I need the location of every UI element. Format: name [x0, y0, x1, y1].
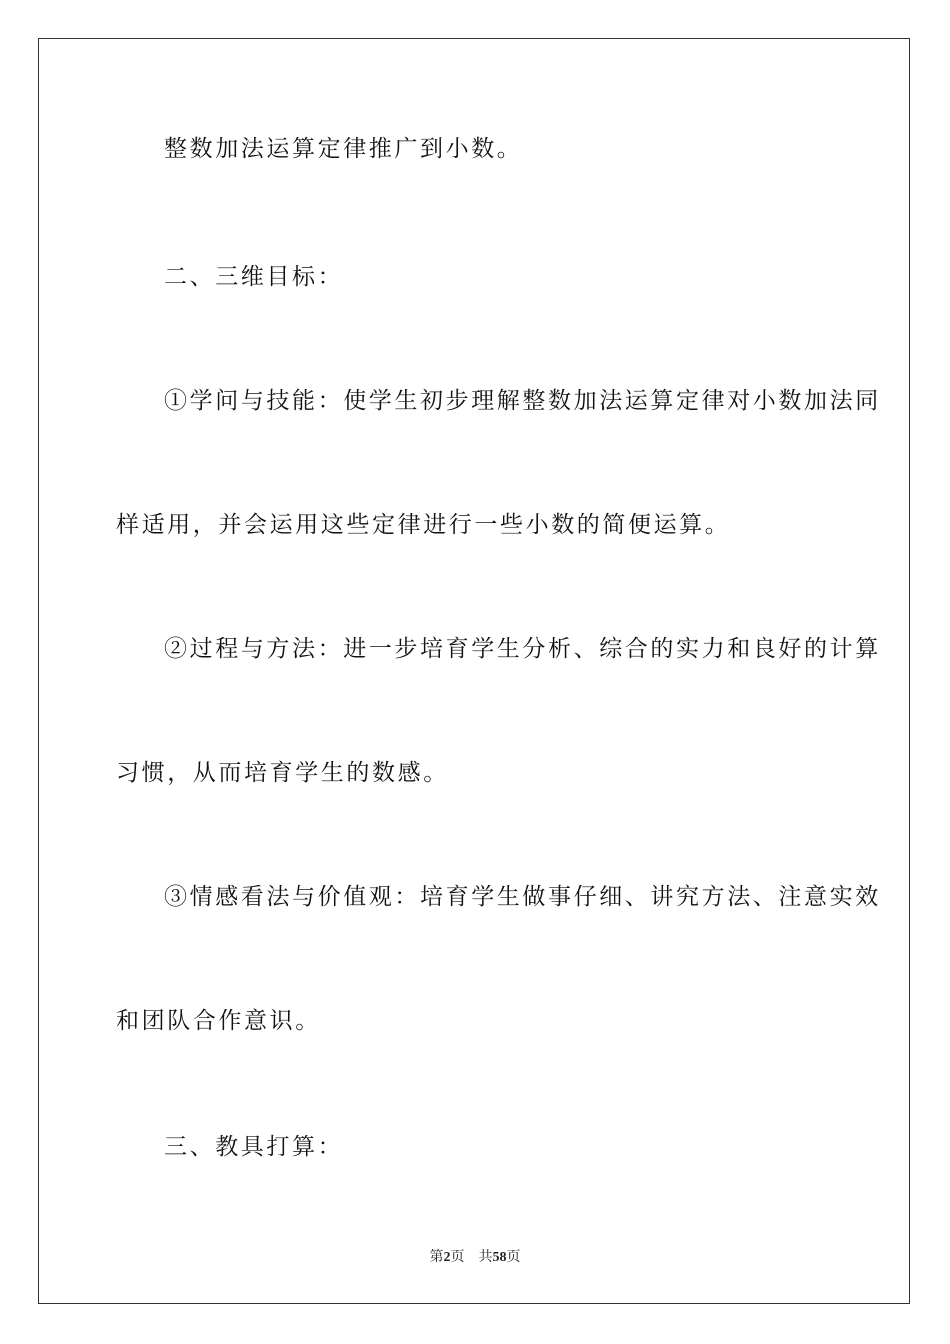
page-footer — [0, 1246, 950, 1266]
objective-attitude-line-2: 和团队合作意识。 — [116, 1008, 321, 1034]
objective-knowledge-line-2: 样适用，并会运用这些定律进行一些小数的简便运算。 — [116, 512, 731, 538]
objective-attitude-line-1: ③情感看法与价值观：培育学生做事仔细、讲究方法、注意实效 — [164, 884, 881, 910]
footer-current-page: 2 — [443, 1250, 451, 1265]
paragraph-line-1: 整数加法运算定律推广到小数。 — [164, 136, 523, 162]
objective-process-line-1: ②过程与方法：进一步培育学生分析、综合的实力和良好的计算 — [164, 636, 881, 662]
footer-total-suffix: 页 — [506, 1250, 521, 1265]
objective-knowledge-line-1: ①学问与技能：使学生初步理解整数加法运算定律对小数加法同 — [164, 388, 881, 414]
footer-page-prefix: 第 — [429, 1250, 444, 1265]
section-heading-objectives: 二、三维目标： — [164, 264, 344, 290]
objective-process-line-2: 习惯，从而培育学生的数感。 — [116, 760, 449, 786]
page-frame — [38, 38, 910, 1304]
footer-page-suffix: 页 — [450, 1250, 465, 1265]
footer-total-prefix: 共 — [478, 1250, 493, 1265]
footer-total-pages: 58 — [492, 1250, 507, 1265]
section-heading-teaching-aids: 三、教具打算： — [164, 1134, 344, 1160]
